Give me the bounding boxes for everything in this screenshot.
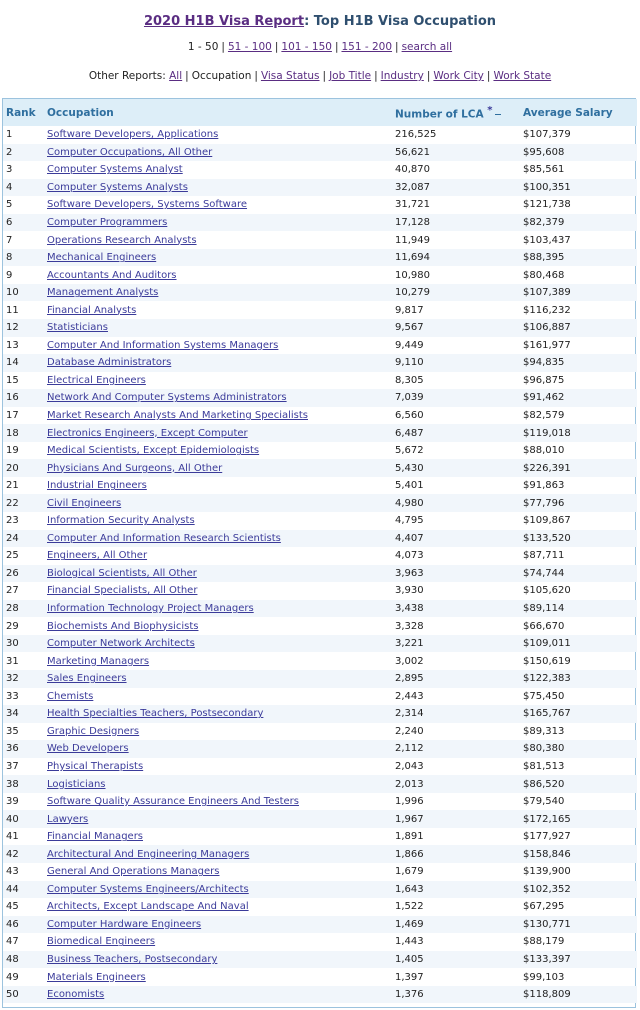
- occupation-link[interactable]: Electronics Engineers, Except Computer: [44, 424, 392, 442]
- sort-desc-icon: [495, 114, 501, 115]
- average-salary-cell: $118,809: [520, 986, 637, 1004]
- average-salary-cell: $67,295: [523, 901, 565, 913]
- average-salary-cell: $158,846: [520, 845, 637, 863]
- table-row: [3, 266, 637, 284]
- occupation-link[interactable]: Management Analysts: [44, 284, 392, 302]
- lca-count-cell: 3,002: [395, 655, 424, 667]
- lca-count-cell: 4,980: [392, 494, 520, 512]
- lca-count-cell: 7,039: [392, 389, 520, 407]
- occupation-link[interactable]: Graphic Designers: [47, 725, 140, 737]
- lca-count-cell: 4,073: [395, 550, 424, 562]
- table-row: [3, 670, 637, 688]
- average-salary-cell: $133,520: [520, 530, 637, 548]
- table-row: [3, 705, 637, 723]
- pager-current: 1 - 50: [187, 41, 219, 53]
- occupation-link[interactable]: Database Administrators: [44, 354, 392, 372]
- rank-cell: 25: [6, 550, 19, 562]
- occupation-link[interactable]: Biological Scientists, All Other: [44, 565, 392, 583]
- rank-cell: 16: [3, 389, 44, 407]
- occupation-table-container: [2, 98, 636, 1008]
- lca-count-cell: 3,438: [392, 600, 520, 618]
- rank-cell: 5: [6, 199, 13, 211]
- occupation-link[interactable]: Information Technology Project Managers: [44, 600, 392, 618]
- other-reports-nav: Other Reports: All | Occupation | Visa Status | Job Title | Industry | Work City | Work State: [88, 70, 552, 82]
- occupation-link[interactable]: Financial Specialists, All Other: [47, 585, 198, 597]
- pager-link-51-100[interactable]: 51 - 100: [227, 41, 272, 53]
- average-salary-cell: $133,397: [520, 951, 637, 969]
- lca-header[interactable]: [392, 99, 520, 126]
- rank-cell: 8: [3, 249, 44, 267]
- lca-count-cell: 1,679: [395, 866, 424, 878]
- occupation-link[interactable]: Architectural And Engineering Managers: [44, 845, 392, 863]
- lca-count-cell: 2,895: [392, 670, 520, 688]
- average-salary-cell: $177,927: [523, 831, 571, 843]
- lca-count-cell: 4,795: [395, 515, 424, 527]
- rank-cell: 14: [3, 354, 44, 372]
- rank-cell: 43: [6, 866, 19, 878]
- lca-count-cell: 1,376: [392, 986, 520, 1004]
- average-salary-cell: $119,018: [520, 424, 637, 442]
- occupation-link[interactable]: Computer Hardware Engineers: [44, 916, 392, 934]
- occupation-link[interactable]: Software Quality Assurance Engineers And Testers: [47, 796, 299, 808]
- occupation-link[interactable]: Business Teachers, Postsecondary: [44, 951, 392, 969]
- rank-cell: 42: [3, 845, 44, 863]
- table-row: [3, 810, 637, 828]
- occupation-link[interactable]: Market Research Analysts And Marketing Specialists: [47, 410, 308, 422]
- table-row: [3, 407, 637, 425]
- rank-cell: 20: [3, 459, 44, 477]
- pager-link-101-150[interactable]: 101 - 150: [281, 41, 332, 53]
- lca-count-cell: 9,817: [395, 304, 424, 316]
- lca-count-cell: 1,891: [395, 831, 424, 843]
- average-salary-cell: $75,450: [523, 690, 565, 702]
- average-salary-cell: $77,796: [520, 494, 637, 512]
- table-body: [3, 126, 637, 1003]
- rank-cell: 11: [6, 304, 19, 316]
- rank-cell: 23: [6, 515, 19, 527]
- lca-count-cell: 4,407: [392, 530, 520, 548]
- table-row: [3, 688, 637, 706]
- table-row: [3, 161, 637, 179]
- average-salary-cell: $161,977: [523, 339, 571, 351]
- lca-count-cell: 1,522: [395, 901, 424, 913]
- average-salary-cell: $87,711: [523, 550, 565, 562]
- occupation-link[interactable]: Computer Network Architects: [44, 635, 392, 653]
- rank-cell: 29: [6, 620, 19, 632]
- occupation-link[interactable]: Logisticians: [44, 775, 392, 793]
- table-row: [3, 284, 637, 302]
- occupation-link[interactable]: Operations Research Analysts: [47, 234, 197, 246]
- occupation-link[interactable]: Chemists: [47, 690, 94, 702]
- lca-count-cell: 1,996: [395, 796, 424, 808]
- rank-cell: 27: [6, 585, 19, 597]
- occupation-link[interactable]: Computer Programmers: [44, 214, 392, 232]
- average-salary-cell: $89,313: [523, 725, 565, 737]
- rank-cell: 18: [3, 424, 44, 442]
- pagination: 1 - 50 | 51 - 100 | 101 - 150 | 151 - 200 | search all: [187, 41, 453, 53]
- average-salary-cell: $100,351: [520, 179, 637, 197]
- lca-count-cell: 1,866: [392, 845, 520, 863]
- lca-count-cell: 2,443: [395, 690, 424, 702]
- table-row: [3, 424, 637, 442]
- rank-cell: 33: [6, 690, 19, 702]
- table-row: [3, 372, 637, 390]
- report-link-job-title[interactable]: Job Title: [329, 70, 372, 82]
- lca-count-cell: 9,567: [392, 319, 520, 337]
- table-row: [3, 828, 637, 846]
- occupation-link[interactable]: Computer Systems Analyst: [47, 164, 183, 176]
- table-row: [3, 477, 637, 495]
- table-row: [3, 933, 637, 951]
- table-row: [3, 319, 637, 337]
- rank-cell: 32: [3, 670, 44, 688]
- lca-count-cell: 2,043: [395, 760, 424, 772]
- table-row: [3, 512, 637, 530]
- rank-cell: 45: [6, 901, 19, 913]
- average-salary-cell: $85,561: [523, 164, 565, 176]
- report-title-link[interactable]: 2020 H1B Visa Report: [143, 14, 305, 29]
- occupation-link[interactable]: Financial Analysts: [47, 304, 137, 316]
- occupation-link[interactable]: Accountants And Auditors: [47, 269, 177, 281]
- rank-cell: 4: [3, 179, 44, 197]
- rank-cell: 44: [3, 881, 44, 899]
- rank-cell: 35: [6, 725, 19, 737]
- rank-cell: 38: [3, 775, 44, 793]
- lca-count-cell: 5,672: [395, 445, 424, 457]
- table-row: [3, 898, 637, 916]
- table-row: [3, 442, 637, 460]
- lca-count-cell: 11,949: [395, 234, 430, 246]
- table-row: [3, 126, 637, 144]
- table-row: [3, 214, 637, 232]
- table-row: [3, 179, 637, 197]
- occupation-link[interactable]: Software Developers, Systems Software: [47, 199, 248, 211]
- occupation-link[interactable]: Statisticians: [44, 319, 392, 337]
- table-row: [3, 916, 637, 934]
- table-row: [3, 354, 637, 372]
- average-salary-cell: $109,867: [523, 515, 571, 527]
- occupation-link[interactable]: Materials Engineers: [47, 971, 146, 983]
- rank-cell: 17: [6, 410, 19, 422]
- report-title-rest: : Top H1B Visa Occupation: [304, 14, 497, 29]
- lca-count-cell: 3,328: [395, 620, 424, 632]
- occupation-link[interactable]: Computer And Information Research Scientists: [44, 530, 392, 548]
- rank-cell: 48: [3, 951, 44, 969]
- lca-count-cell: 6,560: [395, 410, 424, 422]
- rank-cell: 21: [6, 480, 19, 492]
- average-salary-cell: $172,165: [520, 810, 637, 828]
- page-title: [0, 14, 640, 29]
- average-salary-cell: $91,462: [520, 389, 637, 407]
- lca-count-cell: 3,930: [395, 585, 424, 597]
- occupation-link[interactable]: Engineers, All Other: [47, 550, 148, 562]
- average-salary-cell: $102,352: [520, 881, 637, 899]
- salary-header[interactable]: Average Salary: [520, 99, 637, 126]
- table-row: [3, 459, 637, 477]
- pager-link-151-200[interactable]: 151 - 200: [341, 41, 393, 53]
- table-row: [3, 951, 637, 969]
- table-row: [3, 600, 637, 618]
- average-salary-cell: $66,670: [523, 620, 565, 632]
- rank-cell: 41: [6, 831, 19, 843]
- occupation-header[interactable]: Occupation: [44, 99, 392, 126]
- rank-cell: 2: [3, 144, 44, 162]
- table-row: [3, 494, 637, 512]
- occupation-link[interactable]: Mechanical Engineers: [44, 249, 392, 267]
- rank-cell: 13: [6, 339, 19, 351]
- occupation-link[interactable]: General And Operations Managers: [47, 866, 220, 878]
- table-row: [3, 582, 637, 600]
- table-row: [3, 793, 637, 811]
- table-row: [3, 968, 637, 986]
- report-link-visa-status[interactable]: Visa Status: [260, 70, 320, 82]
- report-link-industry[interactable]: Industry: [380, 70, 424, 82]
- occupation-link[interactable]: Health Specialties Teachers, Postsecondary: [44, 705, 392, 723]
- average-salary-cell: $95,608: [520, 144, 637, 162]
- rank-cell: 26: [3, 565, 44, 583]
- occupation-link[interactable]: Financial Managers: [47, 831, 144, 843]
- average-salary-cell: $122,383: [520, 670, 637, 688]
- occupation-link[interactable]: Computer Systems Engineers/Architects: [44, 881, 392, 899]
- average-salary-cell: $91,863: [523, 480, 565, 492]
- average-salary-cell: $88,179: [523, 936, 565, 948]
- lca-count-cell: 1,397: [395, 971, 424, 983]
- rank-cell: 3: [6, 164, 13, 176]
- occupation-link[interactable]: Biomedical Engineers: [47, 936, 156, 948]
- average-salary-cell: $80,468: [523, 269, 565, 281]
- lca-count-cell: 1,443: [395, 936, 424, 948]
- rank-cell: 46: [3, 916, 44, 934]
- lca-count-cell: 9,449: [395, 339, 424, 351]
- average-salary-cell: $109,011: [520, 635, 637, 653]
- lca-count-cell: 1,967: [392, 810, 520, 828]
- rank-cell: 49: [6, 971, 19, 983]
- average-salary-cell: $165,767: [520, 705, 637, 723]
- report-current-occupation: Occupation: [191, 70, 252, 82]
- occupation-link[interactable]: Industrial Engineers: [47, 480, 147, 492]
- occupation-link[interactable]: Web Developers: [44, 740, 392, 758]
- table-row: [3, 144, 637, 162]
- average-salary-cell: $88,395: [520, 249, 637, 267]
- occupation-link[interactable]: Information Security Analysts: [47, 515, 195, 527]
- lca-count-cell: 2,240: [395, 725, 424, 737]
- rank-cell: 12: [3, 319, 44, 337]
- table-row: [3, 389, 637, 407]
- average-salary-cell: $89,114: [520, 600, 637, 618]
- average-salary-cell: $105,620: [523, 585, 571, 597]
- average-salary-cell: $121,738: [523, 199, 571, 211]
- lca-count-cell: 3,221: [392, 635, 520, 653]
- occupation-link[interactable]: Economists: [44, 986, 392, 1004]
- lca-count-cell: 8,305: [395, 374, 424, 386]
- rank-cell: 50: [3, 986, 44, 1004]
- average-salary-cell: $94,835: [520, 354, 637, 372]
- table-row: [3, 863, 637, 881]
- lca-count-cell: 10,279: [392, 284, 520, 302]
- average-salary-cell: $81,513: [523, 760, 565, 772]
- lca-count-cell: 6,487: [392, 424, 520, 442]
- rank-cell: 37: [6, 760, 19, 772]
- lca-header-label[interactable]: Number of LCA: [395, 108, 484, 121]
- average-salary-cell: $82,579: [523, 410, 565, 422]
- table-row: [3, 617, 637, 635]
- table-row: [3, 758, 637, 776]
- rank-cell: 24: [3, 530, 44, 548]
- occupation-table: [3, 99, 637, 1003]
- table-row: [3, 986, 637, 1004]
- lca-count-cell: 40,870: [395, 164, 430, 176]
- occupation-link[interactable]: Marketing Managers: [47, 655, 150, 667]
- pager-link-search-all[interactable]: search all: [401, 41, 453, 53]
- sort-indicator-star[interactable]: *: [487, 104, 493, 116]
- table-row: [3, 565, 637, 583]
- rank-cell: 31: [6, 655, 19, 667]
- rank-cell: 15: [6, 374, 19, 386]
- table-row: [3, 231, 637, 249]
- table-row: [3, 547, 637, 565]
- average-salary-cell: $139,900: [523, 866, 571, 878]
- lca-count-cell: 1,405: [392, 951, 520, 969]
- rank-cell: 10: [3, 284, 44, 302]
- table-row: [3, 775, 637, 793]
- occupation-link[interactable]: Software Developers, Applications: [47, 129, 219, 141]
- rank-header[interactable]: Rank: [3, 99, 44, 126]
- average-salary-cell: $103,437: [523, 234, 571, 246]
- report-link-work-city[interactable]: Work City: [433, 70, 484, 82]
- lca-count-cell: 5,401: [395, 480, 424, 492]
- lca-count-cell: 216,525: [395, 129, 437, 141]
- average-salary-cell: $226,391: [520, 459, 637, 477]
- lca-count-cell: 32,087: [392, 179, 520, 197]
- lca-count-cell: 1,469: [392, 916, 520, 934]
- occupation-link[interactable]: Medical Scientists, Except Epidemiologists: [47, 445, 260, 457]
- rank-cell: 40: [3, 810, 44, 828]
- table-row: [3, 249, 637, 267]
- occupation-link[interactable]: Civil Engineers: [44, 494, 392, 512]
- rank-cell: 1: [6, 129, 13, 141]
- lca-count-cell: 31,721: [395, 199, 430, 211]
- rank-cell: 39: [6, 796, 19, 808]
- lca-count-cell: 17,128: [392, 214, 520, 232]
- average-salary-cell: $96,875: [523, 374, 565, 386]
- report-link-all[interactable]: All: [169, 70, 183, 82]
- lca-count-cell: 56,621: [392, 144, 520, 162]
- table-row: [3, 530, 637, 548]
- average-salary-cell: $99,103: [523, 971, 565, 983]
- rank-cell: 36: [3, 740, 44, 758]
- table-row: [3, 196, 637, 214]
- lca-count-cell: 3,963: [392, 565, 520, 583]
- average-salary-cell: $130,771: [520, 916, 637, 934]
- average-salary-cell: $107,389: [520, 284, 637, 302]
- average-salary-cell: $116,232: [523, 304, 571, 316]
- occupation-link[interactable]: Sales Engineers: [44, 670, 392, 688]
- lca-count-cell: 2,314: [392, 705, 520, 723]
- report-link-work-state[interactable]: Work State: [493, 70, 552, 82]
- table-row: [3, 723, 637, 741]
- average-salary-cell: $106,887: [520, 319, 637, 337]
- rank-cell: 47: [6, 936, 19, 948]
- average-salary-cell: $74,744: [520, 565, 637, 583]
- table-row: [3, 652, 637, 670]
- average-salary-cell: $79,540: [523, 796, 565, 808]
- occupation-link[interactable]: Physicians And Surgeons, All Other: [44, 459, 392, 477]
- occupation-link[interactable]: Electrical Engineers: [47, 374, 146, 386]
- occupation-link[interactable]: Lawyers: [44, 810, 392, 828]
- rank-cell: 22: [3, 494, 44, 512]
- occupation-link[interactable]: Network And Computer Systems Administrators: [44, 389, 392, 407]
- occupation-link[interactable]: Physical Therapists: [47, 760, 144, 772]
- occupation-link[interactable]: Computer And Information Systems Managers: [47, 339, 279, 351]
- table-row: [3, 635, 637, 653]
- lca-count-cell: 5,430: [392, 459, 520, 477]
- table-header-row: [3, 99, 637, 126]
- lca-count-cell: 2,112: [392, 740, 520, 758]
- rank-cell: 9: [6, 269, 13, 281]
- table-row: [3, 881, 637, 899]
- occupation-link[interactable]: Computer Occupations, All Other: [44, 144, 392, 162]
- occupation-link[interactable]: Computer Systems Analysts: [44, 179, 392, 197]
- other-reports-label: Other Reports:: [88, 70, 166, 82]
- rank-cell: 28: [3, 600, 44, 618]
- average-salary-cell: $80,380: [520, 740, 637, 758]
- lca-count-cell: 1,643: [392, 881, 520, 899]
- rank-cell: 6: [3, 214, 44, 232]
- lca-count-cell: 10,980: [395, 269, 430, 281]
- average-salary-cell: $107,379: [523, 129, 571, 141]
- average-salary-cell: $86,520: [520, 775, 637, 793]
- lca-count-cell: 11,694: [392, 249, 520, 267]
- average-salary-cell: $82,379: [520, 214, 637, 232]
- rank-cell: 34: [3, 705, 44, 723]
- lca-count-cell: 2,013: [392, 775, 520, 793]
- table-row: [3, 740, 637, 758]
- table-row: [3, 301, 637, 319]
- rank-cell: 30: [3, 635, 44, 653]
- average-salary-cell: $150,619: [523, 655, 571, 667]
- rank-cell: 19: [6, 445, 19, 457]
- rank-cell: 7: [6, 234, 13, 246]
- occupation-link[interactable]: Architects, Except Landscape And Naval: [47, 901, 249, 913]
- table-row: [3, 845, 637, 863]
- occupation-link[interactable]: Biochemists And Biophysicists: [47, 620, 199, 632]
- average-salary-cell: $88,010: [523, 445, 565, 457]
- table-row: [3, 337, 637, 355]
- lca-count-cell: 9,110: [392, 354, 520, 372]
